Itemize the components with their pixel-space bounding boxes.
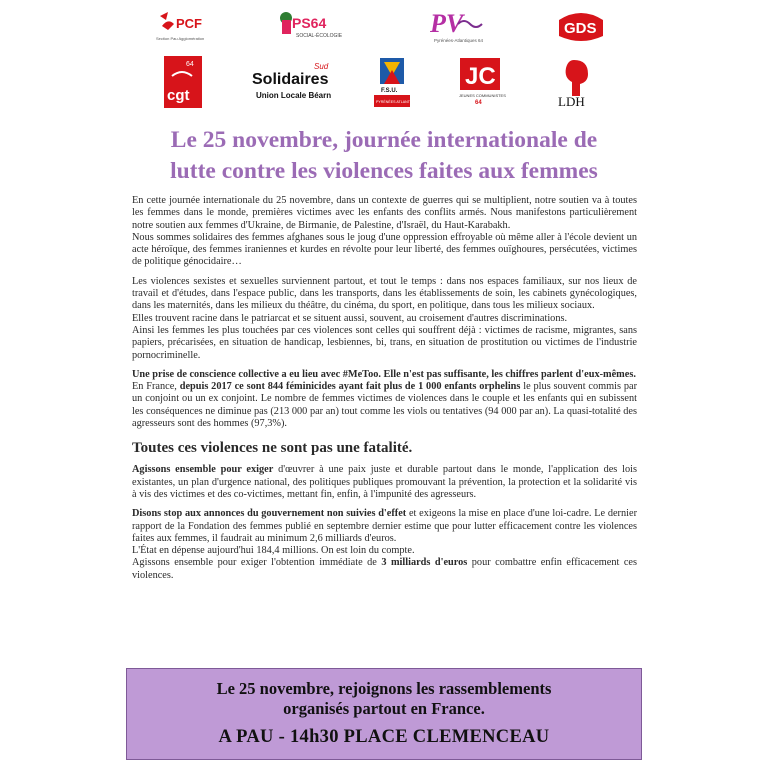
demand-2-bold: 3 milliards d'euros (381, 557, 468, 569)
pv-logo-text: PV (430, 9, 464, 38)
gds-logo-text: GDS (564, 20, 597, 37)
flyer (126, 0, 642, 768)
fsu-logo-sub: PYRÉNÉES ATLANTIQUES (376, 100, 422, 104)
solidaires-logo (252, 60, 336, 104)
jc-logo-sub: JEUNES COMMUNISTES (459, 93, 506, 98)
rally-banner (126, 668, 642, 760)
fsu-logo-text: F.S.U. (381, 88, 398, 94)
demand-2-text-b: pour combattre enfin efficacement ces violences. (132, 557, 637, 581)
jc-logo (456, 56, 504, 106)
paragraph-stop (132, 508, 637, 545)
paragraph-demand-1 (132, 464, 637, 501)
paragraph-violences: Les violences sexistes et sexuelles surviennent partout, et tout le temps : dans nos espaces familiaux, sur nos lieux de travail et d'études, dans l'espace public, dans les transports, dans les établissements de soin, les cabinets gynécologiques, dans les maternités, dans les milieux du théâtre, du cinéma, du sport, en politique, dans tous les milieux sociaux. (132, 275, 637, 312)
gds-logo (556, 8, 606, 46)
solidaires-logo-sub: Union Locale Béarn (256, 91, 332, 100)
cgt-logo-text: cgt (167, 87, 190, 104)
banner-line-2: organisés partout en France. (283, 699, 485, 718)
title-line-2: lutte contre les violences faites aux femmes (170, 158, 598, 184)
stop-text: et exigeons la mise en place d'une loi-cadre. Le dernier rapport de la Fondation des femmes publié en septembre dernier estime que pour lutter efficacement contre les violences faites aux femmes, il faudrait au minimum 2,6 milliards d'euros. (132, 508, 637, 544)
cgt-logo-num: 64 (186, 61, 194, 68)
stop-bold: Disons stop aux annonces du gouvernement non suivies d'effet (132, 508, 407, 520)
ldh-logo (554, 56, 606, 110)
ps64-logo (278, 6, 344, 46)
cgt-logo (164, 56, 202, 108)
ps64-logo-text: PS64 (292, 15, 327, 31)
demand-1-text: d'œuvrer à une paix juste et durable partout dans le monde, l'application des lois existantes, un plan d'urgence national, des politiques publiques promouvant la prévention, la protection et la solidarité vis à vis des victimes et des co-victimes, mettant fin, enfin, à l'impunité des agresseurs. (132, 464, 638, 500)
jc-logo-text: JC (465, 63, 496, 90)
demand-2-text-a: Agissons ensemble pour exiger l'obtention immédiate de (132, 557, 382, 569)
pcf-logo (154, 8, 214, 48)
banner-location: A PAU - 14h30 PLACE CLEMENCEAU (218, 727, 550, 747)
section-heading: Toutes ces violences ne sont pas une fatalité. (132, 440, 413, 457)
pv-logo-sub: Pyrénées-Atlantiques 64 (434, 38, 484, 43)
paragraph-roots: Elles trouvent racine dans le patriarcat et se situent aussi, souvent, au croisement d'autres discriminations. (132, 312, 568, 324)
paragraph-context: En cette journée internationale du 25 novembre, dans un contexte de guerres qui se multiplient, notre soutien va à toutes les femmes dans le monde, premières victimes avec les enfants des conflits armés. Nous manifestons particulièrement notre soutien aux femmes d'Ukraine, de Birmanie, de Palestine, d'Israël, du Haut-Karabakh. (132, 195, 637, 231)
paragraph-solidarity: Nous sommes solidaires des femmes afghanes sous le joug d'une oppression effroyable où même aller à l'école devient un acte héroïque, des femmes iraniennes et kurdes en révolte pour leur liberté, des femmes ouïghoures, persécutées, victimes de politique génocidaire… (132, 231, 637, 268)
france-text-a: En France, (132, 381, 180, 393)
demand-1-bold: Agissons ensemble pour exiger (132, 464, 274, 476)
pv-logo (424, 6, 486, 50)
body-text (132, 195, 637, 582)
solidaires-logo-text: Solidaires (252, 71, 329, 88)
ldh-logo-text: LDH (558, 94, 585, 109)
paragraph-most-affected: Ainsi les femmes les plus touchées par ces violences sont celles qui souffrent déjà : victimes de racisme, migrantes, sans papiers, précarisées, en situation de handicap, lesbiennes, bi, trans, en situation de prostitution ou victimes de l'industrie pornocriminelle. (132, 324, 637, 361)
paragraph-metoo: Une prise de conscience collective a eu lieu avec #MeToo. Elle n'est pas suffisante, les chiffres parlent d'eux-mêmes. (132, 368, 636, 380)
pcf-logo-text: PCF (176, 16, 202, 31)
solidaires-sud: Sud (314, 62, 329, 71)
ps64-logo-sub: SOCIAL-ÉCOLOGIE (296, 33, 343, 39)
france-text-b: le plus souvent commis par un conjoint ou un ex conjoint. Le nombre de femmes victimes de violences dans le couple et les enfants qui en subissent les conséquences ne diminue pas (213 000 par an) tout comme les viols ou tentatives (94 000 par an). La quasi-totalité des agresseurs sont des hommes (97,3%). (132, 381, 637, 430)
france-text-bold: depuis 2017 ce sont 844 féminicides ayant fait plus de 1 000 enfants orphelins (179, 381, 521, 393)
jc-logo-num: 64 (475, 100, 482, 106)
pcf-logo-sub: Section Pau Agglomération (156, 36, 205, 41)
banner-line-1: Le 25 novembre, rejoignons les rassemblements (216, 679, 552, 698)
paragraph-france (132, 381, 637, 430)
page-title (126, 125, 642, 187)
paragraph-state-spending: L'État en dépense aujourd'hui 184,4 millions. On est loin du compte. (132, 545, 415, 557)
paragraph-demand-2 (132, 557, 637, 582)
title-line-1: Le 25 novembre, journée internationale de (170, 127, 598, 153)
fsu-logo (372, 56, 422, 108)
